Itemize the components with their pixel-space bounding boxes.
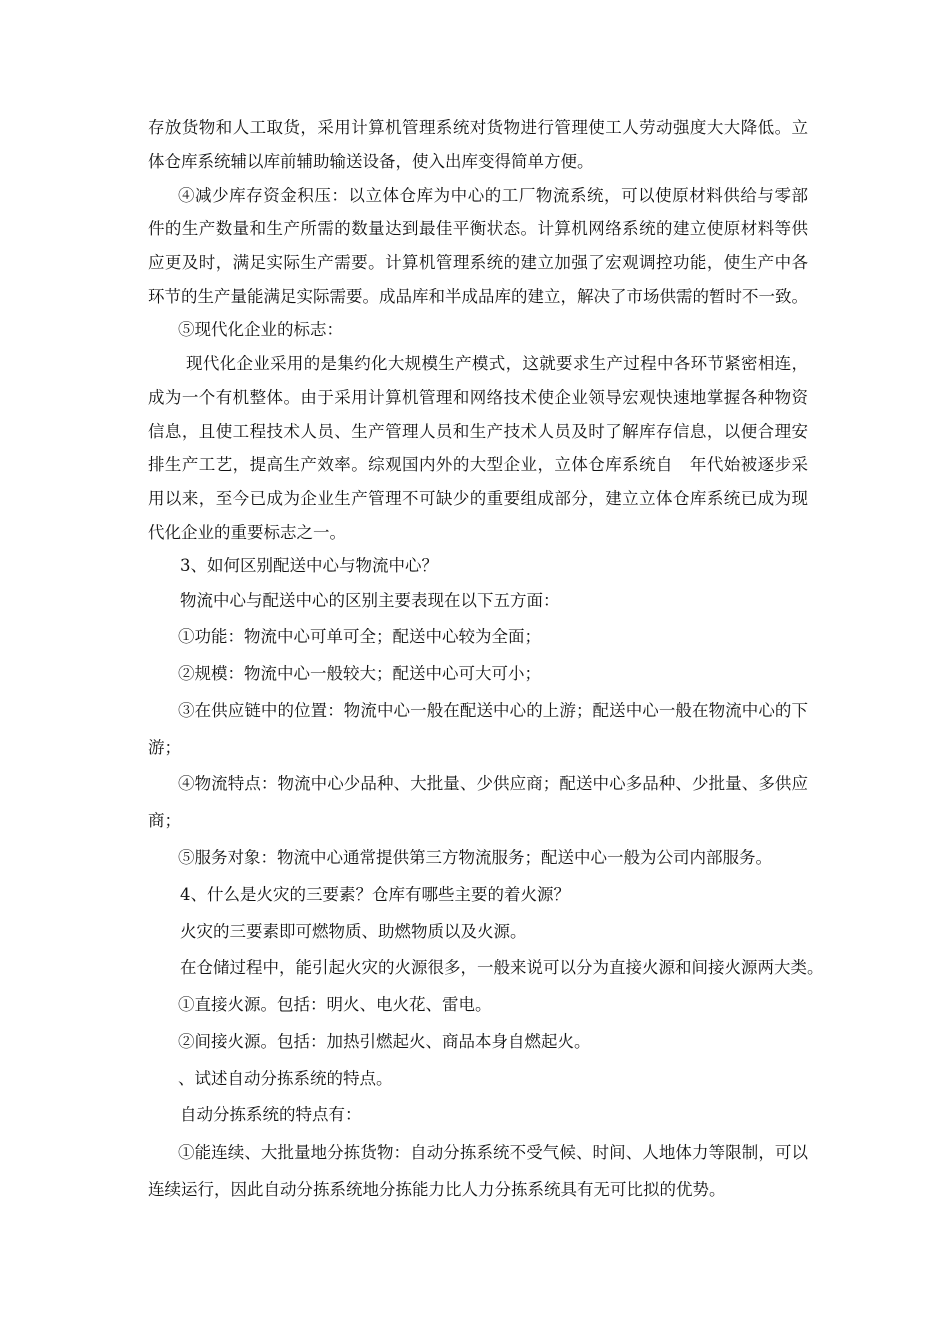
- paragraph-line: 排生产工艺，提高生产效率。综观国内外的大型企业，立体仓库系统自 年代始被逐步采: [148, 455, 808, 474]
- paragraph-line: 环节的生产量能满足实际需要。成品库和半成品库的建立，解决了市场供需的暂时不一致。: [148, 287, 808, 306]
- paragraph-line: 信息，且使工程技术人员、生产管理人员和生产技术人员及时了解库存信息，以便合理安: [148, 422, 808, 441]
- list-item: ⑤服务对象：物流中心通常提供第三方物流服务；配送中心一般为公司内部服务。: [178, 848, 772, 867]
- list-item: ②规模：物流中心一般较大；配送中心可大可小；: [178, 664, 541, 683]
- list-item: ③在供应链中的位置：物流中心一般在配送中心的上游；配送中心一般在物流中心的下: [178, 701, 808, 720]
- paragraph-line: 用以来，至今已成为企业生产管理不可缺少的重要组成部分，建立立体仓库系统已成为现: [148, 489, 808, 508]
- question-heading: 3、如何区别配送中心与物流中心？: [180, 556, 438, 575]
- list-item: ①直接火源。包括：明火、电火花、雷电。: [178, 995, 492, 1014]
- paragraph-line: 火灾的三要素即可燃物质、助燃物质以及火源。: [180, 922, 527, 941]
- paragraph-line: 存放货物和人工取货，采用计算机管理系统对货物进行管理使工人劳动强度大大降低。立: [148, 118, 808, 137]
- paragraph-line: 现代化企业采用的是集约化大规模生产模式，这就要求生产过程中各环节紧密相连，: [186, 354, 808, 373]
- paragraph-line: ④减少库存资金积压：以立体仓库为中心的工厂物流系统，可以使原材料供给与零部: [178, 186, 808, 205]
- question-heading: 4、什么是火灾的三要素？仓库有哪些主要的着火源？: [180, 885, 570, 904]
- list-item: 游；: [148, 738, 181, 757]
- paragraph-line: 代化企业的重要标志之一。: [148, 523, 346, 542]
- paragraph-line: 自动分拣系统的特点有：: [180, 1105, 362, 1124]
- list-item: ②间接火源。包括：加热引燃起火、商品本身自燃起火。: [178, 1032, 591, 1051]
- paragraph-line: 在仓储过程中，能引起火灾的火源很多，一般来说可以分为直接火源和间接火源两大类。: [180, 958, 824, 977]
- paragraph-line: 体仓库系统辅以库前辅助输送设备，使入出库变得简单方便。: [148, 152, 594, 171]
- paragraph-line: 件的生产数量和生产所需的数量达到最佳平衡状态。计算机网络系统的建立使原材料等供: [148, 219, 808, 238]
- paragraph-line: 物流中心与配送中心的区别主要表现在以下五方面：: [180, 591, 560, 610]
- list-item: ④物流特点：物流中心少品种、大批量、少供应商；配送中心多品种、少批量、多供应: [178, 774, 808, 793]
- list-item: ①能连续、大批量地分拣货物：自动分拣系统不受气候、时间、人地体力等限制，可以: [178, 1143, 808, 1162]
- list-item: 商；: [148, 811, 181, 830]
- list-item: 连续运行，因此自动分拣系统地分拣能力比人力分拣系统具有无可比拟的优势。: [148, 1180, 726, 1199]
- list-item: ①功能：物流中心可单可全；配送中心较为全面；: [178, 627, 541, 646]
- section-heading: ⑤现代化企业的标志：: [178, 320, 343, 339]
- question-heading: 、试述自动分拣系统的特点。: [178, 1069, 393, 1088]
- paragraph-line: 应更及时，满足实际生产需要。计算机管理系统的建立加强了宏观调控功能，使生产中各: [148, 253, 808, 272]
- paragraph-line: 成为一个有机整体。由于采用计算机管理和网络技术使企业领导宏观快速地掌握各种物资: [148, 388, 808, 407]
